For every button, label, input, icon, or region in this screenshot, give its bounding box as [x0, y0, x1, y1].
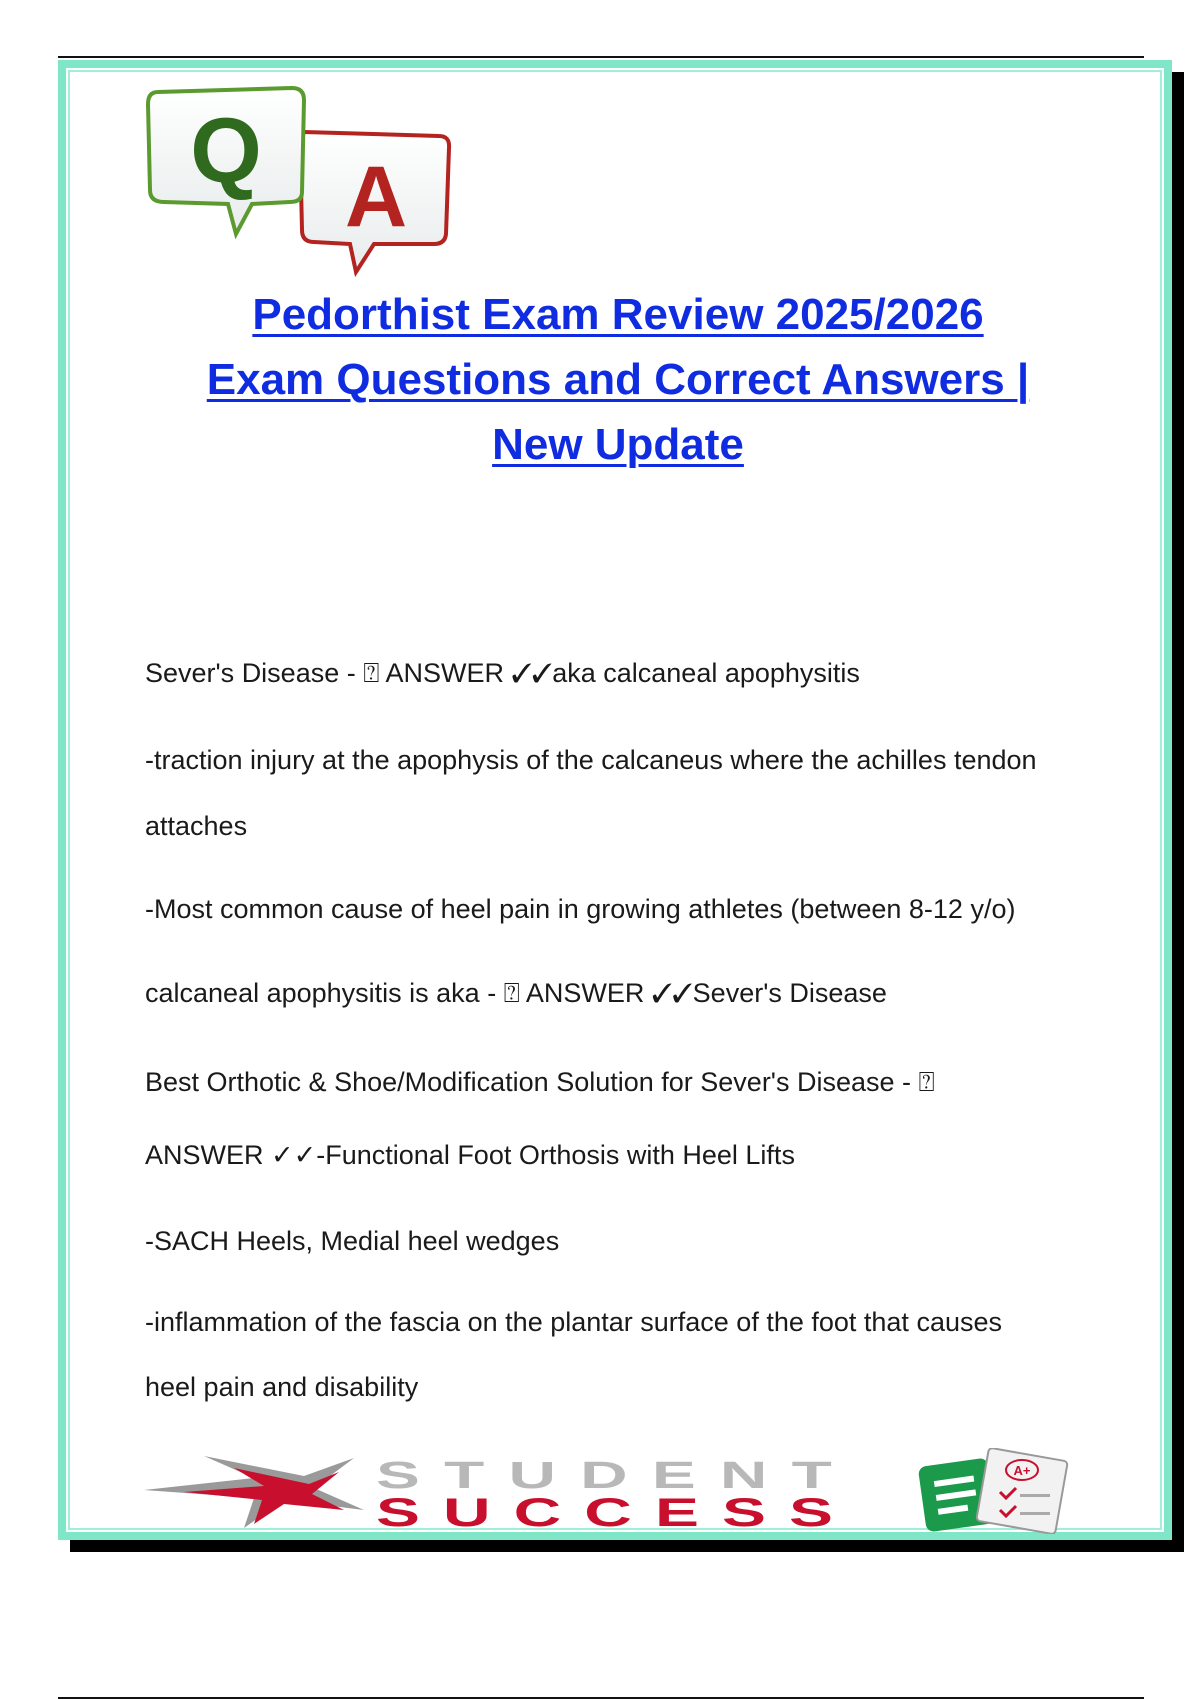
title-line-3: New Update [492, 420, 744, 469]
text-line: attaches [145, 811, 248, 841]
text-line: ANSWER ✓✓-Functional Foot Orthosis with Heel Lifts [145, 1140, 795, 1170]
text-line: -Most common cause of heel pain in growing athletes (between 8-12 y/o) [145, 894, 1016, 924]
text-line: heel pain and disability [145, 1372, 419, 1402]
qa-speech-bubbles-icon [144, 84, 484, 284]
qa-logo-q-letter: Q [190, 100, 262, 202]
document-title [120, 282, 1116, 477]
footer-logo-word-2: SUCCESS [376, 1491, 856, 1534]
top-rule [58, 56, 1144, 58]
student-success-logo [144, 1448, 1089, 1534]
text-line: -inflammation of the fascia on the plantar surface of the foot that causes [145, 1307, 1002, 1337]
text-line: -SACH Heels, Medial heel wedges [145, 1226, 560, 1256]
grade-badge: A+ [1013, 1463, 1031, 1478]
text-line: Sever's Disease - ⍰ ANSWER ✓✓aka calcaneal apophysitis [145, 658, 860, 688]
bottom-rule [58, 1697, 1144, 1699]
text-line: Best Orthotic & Shoe/Modification Solution for Sever's Disease - ⍰ [145, 1067, 935, 1097]
title-line-2: Exam Questions and Correct Answers | [206, 355, 1030, 404]
text-line: -traction injury at the apophysis of the calcaneus where the achilles tendon [145, 745, 1037, 775]
graded-paper-icon [976, 1448, 1068, 1534]
title-line-1: Pedorthist Exam Review 2025/2026 [252, 290, 984, 339]
text-line: calcaneal apophysitis is aka - ⍰ ANSWER ✓✓Sever's Disease [145, 978, 887, 1008]
qa-logo-a-letter: A [344, 149, 408, 245]
footer-logo-word-1: STUDENT [376, 1455, 856, 1497]
